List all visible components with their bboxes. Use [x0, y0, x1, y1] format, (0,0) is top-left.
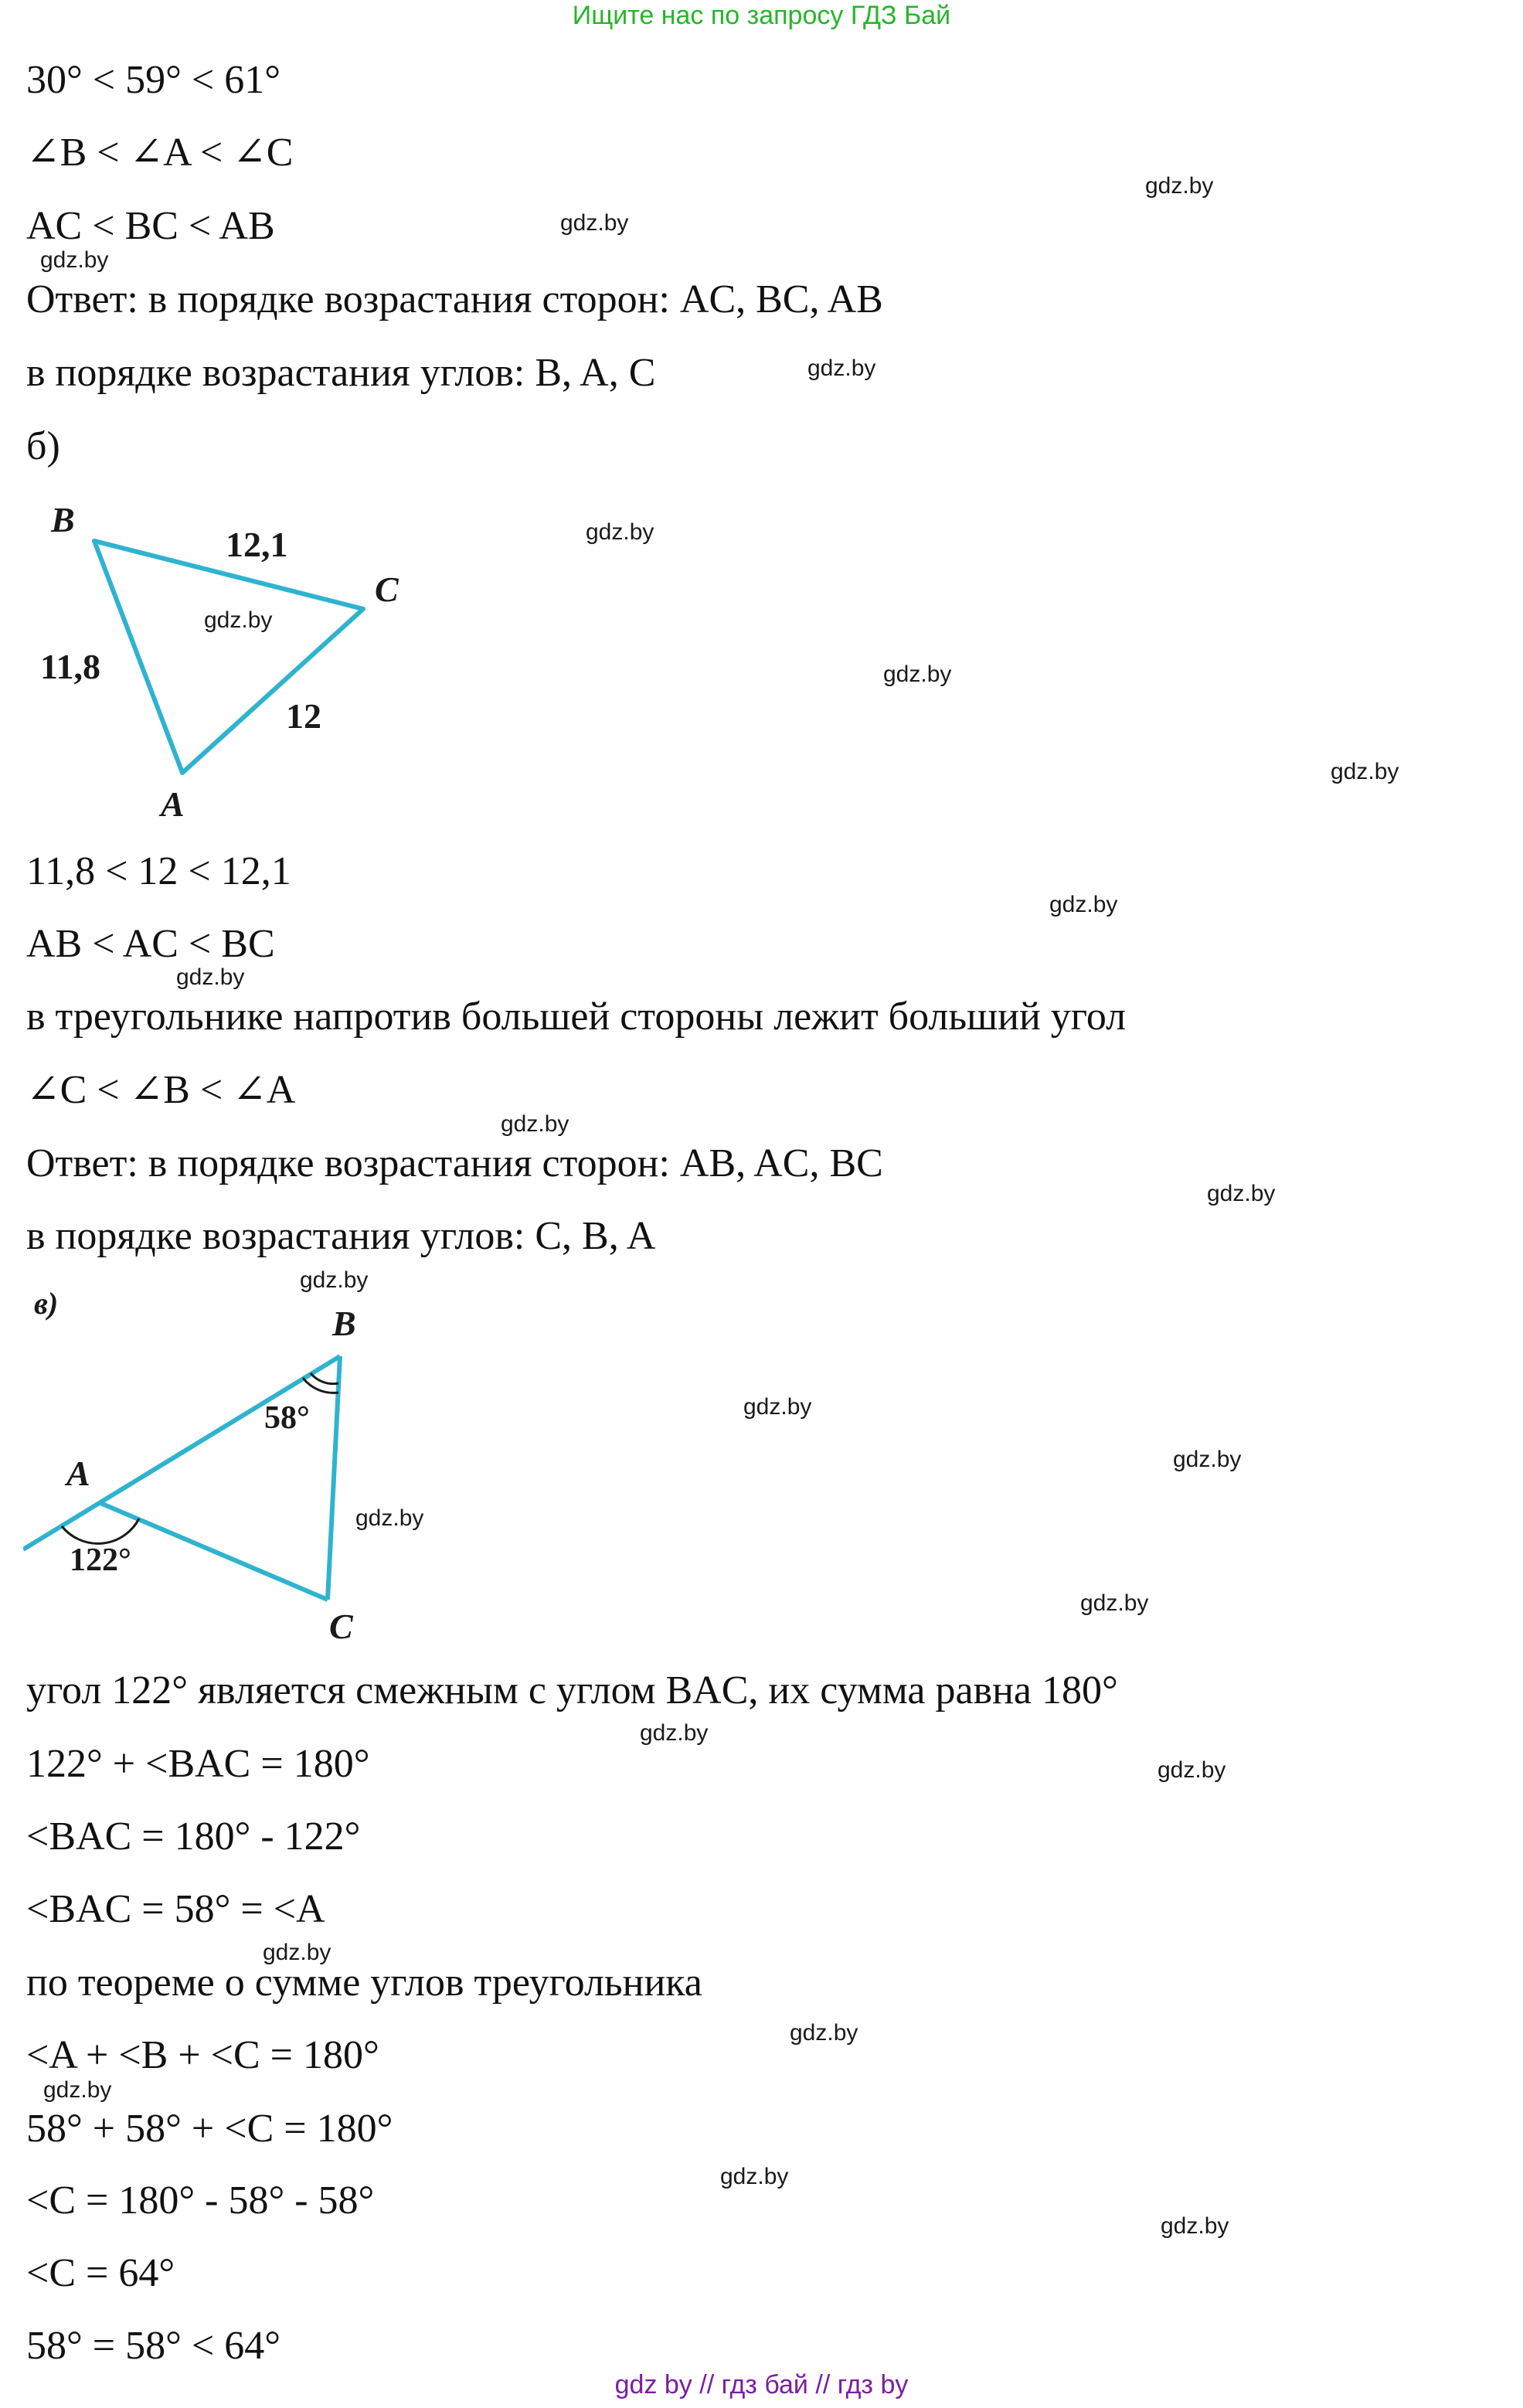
watermark: gdz.by — [263, 1940, 331, 1965]
text-line: 58° + 58° + <C = 180° — [26, 2107, 393, 2151]
text-line: <BAC = 58° = <A — [26, 1887, 325, 1931]
top-banner[interactable]: Ищите нас по запросу ГДЗ Бай — [572, 1, 951, 30]
text-line: по теореме о сумме углов треугольника — [26, 1961, 702, 2005]
vertex-a-label: A — [161, 784, 185, 824]
text-line: 11,8 < 12 < 12,1 — [26, 849, 291, 893]
watermark: gdz.by — [43, 2077, 112, 2103]
text-line: угол 122° является смежным с углом BAC, их сумма равна 180° — [26, 1668, 1118, 1712]
watermark: gdz.by — [300, 1267, 369, 1293]
angle-ext-a-label: 122° — [70, 1542, 131, 1578]
watermark: gdz.by — [720, 2164, 789, 2189]
side-ab-label: 11,8 — [40, 647, 100, 686]
angle-b-arc-inner — [311, 1373, 338, 1384]
triangle-figure-v — [23, 1275, 425, 1654]
watermark: gdz.by — [640, 1720, 709, 1746]
answer-angles-line: в порядке возрастания углов: C, B, A — [26, 1214, 656, 1258]
subsection-v-label: в) — [34, 1286, 59, 1321]
watermark: gdz.by — [883, 662, 952, 687]
watermark: gdz.by — [560, 210, 629, 236]
text-line: AB < AC < BC — [26, 922, 275, 966]
watermark: gdz.by — [1158, 1757, 1226, 1783]
watermark: gdz.by — [176, 964, 245, 990]
vertex-c-label: C — [375, 570, 399, 609]
watermark: gdz.by — [40, 247, 109, 273]
watermark: gdz.by — [586, 519, 654, 545]
angle-b-label: 58° — [264, 1400, 310, 1436]
watermark: gdz.by — [807, 355, 876, 381]
watermark: gdz.by — [204, 607, 273, 633]
answer-angles-line: в порядке возрастания углов: B, A, C — [26, 351, 656, 395]
watermark: gdz.by — [1331, 759, 1399, 784]
watermark: gdz.by — [1207, 1181, 1276, 1206]
text-line: в треугольнике напротив большей стороны лежит больший угол — [26, 995, 1127, 1039]
side-ac-label: 12 — [286, 696, 321, 736]
vertex-c-label: C — [329, 1607, 353, 1646]
answer-sides-line: Ответ: в порядке возрастания сторон: AB, AC, BC — [26, 1141, 883, 1185]
text-line: ∠C < ∠B < ∠A — [26, 1068, 296, 1112]
vertex-b-label: B — [51, 500, 75, 539]
text-line: <A + <B + <C = 180° — [26, 2033, 379, 2077]
text-line: ∠B < ∠A < ∠C — [26, 131, 294, 175]
line-ab-extended — [23, 1356, 340, 1549]
text-line: 58° = 58° < 64° — [26, 2324, 281, 2368]
watermark: gdz.by — [355, 1505, 424, 1531]
text-line: <BAC = 180° - 122° — [26, 1815, 361, 1859]
answer-sides-line: Ответ: в порядке возрастания сторон: AC, BC, AB — [26, 277, 883, 321]
watermark: gdz.by — [1049, 892, 1118, 917]
watermark: gdz.by — [1080, 1590, 1149, 1616]
text-line: 122° + <BAC = 180° — [26, 1742, 370, 1786]
vertex-b-label: B — [332, 1304, 356, 1343]
watermark: gdz.by — [790, 2020, 858, 2046]
watermark: gdz.by — [1145, 173, 1214, 199]
side-bc-label: 12,1 — [226, 525, 288, 564]
vertex-a-label: A — [66, 1454, 90, 1493]
text-line: <C = 180° - 58° - 58° — [26, 2178, 375, 2223]
subsection-label: б) — [26, 424, 60, 468]
watermark: gdz.by — [743, 1394, 812, 1420]
triangle-figure-b — [31, 495, 433, 827]
watermark: gdz.by — [501, 1111, 569, 1137]
footer-links[interactable]: gdz by // гдз бай // гдз by — [614, 2370, 909, 2399]
watermark: gdz.by — [1173, 1447, 1242, 1472]
triangle-abc — [94, 541, 363, 773]
text-line: <C = 64° — [26, 2251, 175, 2295]
side-ac — [100, 1503, 328, 1600]
watermark: gdz.by — [1161, 2213, 1229, 2239]
text-line: AC < BC < AB — [26, 204, 275, 248]
angle-a-exterior-arc — [62, 1519, 139, 1543]
text-line: 30° < 59° < 61° — [26, 58, 281, 102]
